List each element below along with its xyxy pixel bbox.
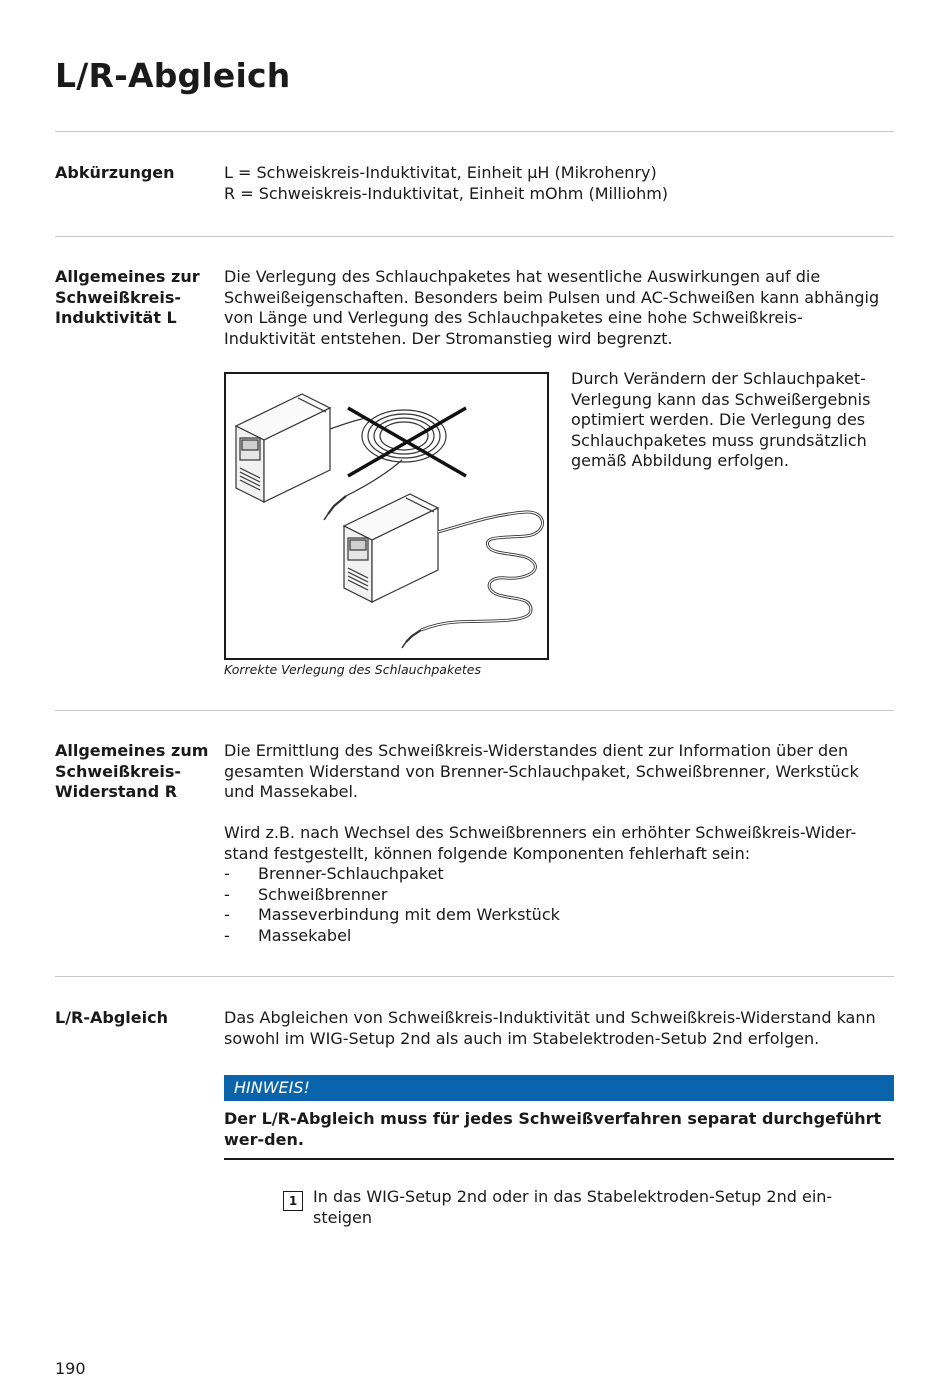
note-rule (224, 1158, 894, 1160)
list-item: - Schweißbrenner (224, 884, 388, 904)
list-item: - Brenner-Schlauchpaket (224, 864, 444, 883)
abbreviation-r: R = Schweiskreis-Induktivitat, Einheit mOhm (Milliohm) (224, 183, 669, 203)
inductance-paragraph: Die Verlegung des Schlauchpaketes hat wesentliche Auswirkungen auf die Schweißeigenschaften. Besonders beim Pulsen und AC-Schweißen kann abhängig von Länge und Verlegung des Schlauchpaketes eine hohe Schweißkreis-Induktivität entstehen. Der Stromanstieg wird begrenzt. (224, 267, 880, 348)
hosepack-routing-figure (224, 372, 549, 660)
section-label-abbreviations: Abkürzungen (55, 163, 175, 182)
divider (55, 236, 894, 237)
routing-note: Durch Verändern der Schlauchpaket-Verlegung kann das Schweißergebnis optimiert werden. Die Verlegung des Schlauchpaketes muss grundsätzlich gemäß Abbildung erfolgen. (571, 369, 871, 470)
lr-text (224, 1008, 894, 1049)
section-label-inductance: Allgemeines zur Schweißkreis-Induktivität L (55, 267, 200, 327)
list-item: - Massekabel (224, 925, 352, 945)
step-text: In das WIG-Setup 2nd oder in das Stabelektroden-Setup 2nd ein-steigen (313, 1187, 833, 1227)
resistance-text (224, 741, 894, 946)
divider (55, 976, 894, 977)
lr-paragraph: Das Abgleichen von Schweißkreis-Induktivität und Schweißkreis-Widerstand kann sowohl im WIG-Setup 2nd als auch im Stabelektroden-Setub 2nd erfolgen. (224, 1008, 876, 1048)
divider (55, 710, 894, 711)
page-number: 190 (55, 1359, 86, 1378)
divider (55, 131, 894, 132)
note-header: HINWEIS! (224, 1075, 894, 1101)
note-text: Der L/R-Abgleich muss für jedes Schweißverfahren separat durchgeführt wer-den. (224, 1109, 882, 1149)
list-item: - Masseverbindung mit dem Werkstück (224, 905, 560, 924)
abbreviation-l: L = Schweiskreis-Induktivitat, Einheit μH (Mikrohenry) (224, 163, 657, 182)
resistance-paragraph-1: Die Ermittlung des Schweißkreis-Widerstandes dient zur Information über den gesamten Widerstand von Brenner-Schlauchpaket, Schweißbrenner, Werkstück und Massekabel. (224, 741, 859, 801)
abbreviations-text (224, 163, 894, 204)
section-label-resistance: Allgemeines zum Schweißkreis-Widerstand R (55, 741, 209, 801)
resistance-paragraph-2: Wird z.B. nach Wechsel des Schweißbrenners ein erhöhter Schweißkreis-Wider-stand festgestellt, können folgende Komponenten fehlerhaft sein: (224, 823, 857, 863)
figure-caption: Korrekte Verlegung des Schlauchpaketes (224, 662, 481, 677)
faulty-components-list (224, 864, 894, 946)
step-number: 1 (283, 1191, 303, 1211)
section-label-lr: L/R-Abgleich (55, 1008, 168, 1027)
page-title: L/R-Abgleich (55, 56, 291, 95)
welding-machine-illustration (226, 374, 547, 658)
inductance-text (224, 267, 894, 349)
